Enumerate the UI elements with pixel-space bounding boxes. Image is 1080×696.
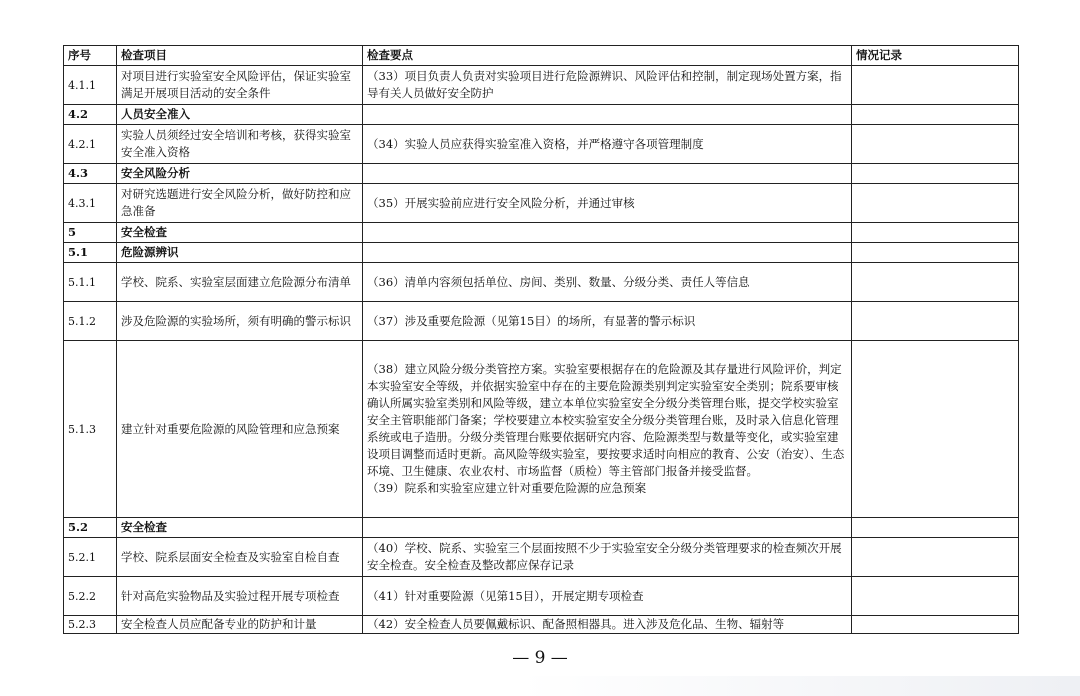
header-item: 检查项目 [117, 46, 363, 66]
section-number: 4.2 [64, 105, 117, 125]
table-header-row [64, 46, 1019, 66]
section-number: 5 [64, 223, 117, 243]
row-points: （33）项目负责人负责对实验项目进行危险源辨识、风险评估和控制，制定现场处置方案，指导有关人员做好安全防护 [363, 66, 852, 105]
row-points: （40）学校、院系、实验室三个层面按照不少于实验室安全分级分类管理要求的检查频次开展安全检查。安全检查及整改都应保存记录 [363, 538, 852, 577]
row-record [852, 341, 1019, 518]
row-number: 5.2.1 [64, 538, 117, 577]
row-number: 5.1.1 [64, 263, 117, 302]
table-row [64, 341, 1019, 518]
row-record [852, 538, 1019, 577]
row-points [363, 341, 852, 518]
section-number: 5.2 [64, 518, 117, 538]
section-empty [852, 164, 1019, 184]
row-record [852, 577, 1019, 616]
row-points: （42）安全检查人员要佩戴标识、配备照相器具。进入涉及危化品、生物、辐射等 [363, 616, 852, 634]
row-record [852, 125, 1019, 164]
table-row [64, 302, 1019, 341]
row-points: （36）清单内容须包括单位、房间、类别、数量、分级分类、责任人等信息 [363, 263, 852, 302]
section-empty [363, 223, 852, 243]
row-points-paragraph: （38）建立风险分级分类管控方案。实验室要根据存在的危险源及其存量进行风险评价，判定本实验室安全等级，并依据实验室中存在的主要危险源类别判定实验室安全类别；院系要审核确认所属实验室类别和风险等级，建立本单位实验室安全分级分类管理台账，提交学校实验室安全主管职能部门备案；学校要建立本校实验室安全分级分类管理台账，及时录入信息化管理系统或电子造册。分级分类管理台账要依据研究内容、危险源类型与数量等变化，或实验室建设项目调整而适时更新。高风险等级实验室，要按要求适时向相应的教育、公安（治安）、生态环境、卫生健康、农业农村、市场监督（质检）等主管部门报备并接受监督。 [367, 362, 845, 478]
page-number: — 9 — [512, 648, 568, 668]
row-item: 建立针对重要危险源的风险管理和应急预案 [117, 341, 363, 518]
section-row [64, 105, 1019, 125]
row-points: （37）涉及重要危险源（见第15目）的场所，有显著的警示标识 [363, 302, 852, 341]
section-empty [852, 105, 1019, 125]
inspection-table [63, 45, 1019, 634]
section-empty [852, 243, 1019, 263]
row-item: 涉及危险源的实验场所，须有明确的警示标识 [117, 302, 363, 341]
section-empty [363, 518, 852, 538]
section-row [64, 518, 1019, 538]
section-empty [852, 223, 1019, 243]
page-edge-shade [520, 676, 1080, 696]
row-points: （35）开展实验前应进行安全风险分析，并通过审核 [363, 184, 852, 223]
section-title: 人员安全准入 [117, 105, 363, 125]
section-empty [363, 164, 852, 184]
row-record [852, 66, 1019, 105]
row-record [852, 263, 1019, 302]
section-title: 危险源辨识 [117, 243, 363, 263]
row-number: 5.1.3 [64, 341, 117, 518]
row-number: 4.3.1 [64, 184, 117, 223]
section-row [64, 223, 1019, 243]
table-row [64, 66, 1019, 105]
row-item: 安全检查人员应配备专业的防护和计量 [117, 616, 363, 634]
row-number: 4.2.1 [64, 125, 117, 164]
section-empty [363, 105, 852, 125]
row-item: 学校、院系、实验室层面建立危险源分布清单 [117, 263, 363, 302]
section-title: 安全检查 [117, 223, 363, 243]
section-number: 4.3 [64, 164, 117, 184]
header-points: 检查要点 [363, 46, 852, 66]
section-row [64, 243, 1019, 263]
header-record: 情况记录 [852, 46, 1019, 66]
section-empty [363, 243, 852, 263]
table-row [64, 125, 1019, 164]
row-item: 学校、院系层面安全检查及实验室自检自查 [117, 538, 363, 577]
row-item: 对项目进行实验室安全风险评估，保证实验室满足开展项目活动的安全条件 [117, 66, 363, 105]
section-title: 安全检查 [117, 518, 363, 538]
row-record [852, 184, 1019, 223]
inspection-table-wrapper [63, 45, 1019, 634]
row-number: 5.1.2 [64, 302, 117, 341]
row-item: 对研究选题进行安全风险分析，做好防控和应急准备 [117, 184, 363, 223]
row-points: （41）针对重要险源（见第15目），开展定期专项检查 [363, 577, 852, 616]
header-no: 序号 [64, 46, 117, 66]
section-row [64, 164, 1019, 184]
row-record [852, 616, 1019, 634]
table-row [64, 263, 1019, 302]
row-number: 5.2.2 [64, 577, 117, 616]
table-row [64, 616, 1019, 634]
row-number: 5.2.3 [64, 616, 117, 634]
table-row [64, 184, 1019, 223]
section-title: 安全风险分析 [117, 164, 363, 184]
row-number: 4.1.1 [64, 66, 117, 105]
table-row [64, 538, 1019, 577]
row-record [852, 302, 1019, 341]
row-points: （34）实验人员应获得实验室准入资格，并严格遵守各项管理制度 [363, 125, 852, 164]
section-empty [852, 518, 1019, 538]
row-item: 实验人员须经过安全培训和考核，获得实验室安全准入资格 [117, 125, 363, 164]
section-number: 5.1 [64, 243, 117, 263]
table-row [64, 577, 1019, 616]
row-points-paragraph: （39）院系和实验室应建立针对重要危险源的应急预案 [367, 481, 647, 495]
row-item: 针对高危实验物品及实验过程开展专项检查 [117, 577, 363, 616]
